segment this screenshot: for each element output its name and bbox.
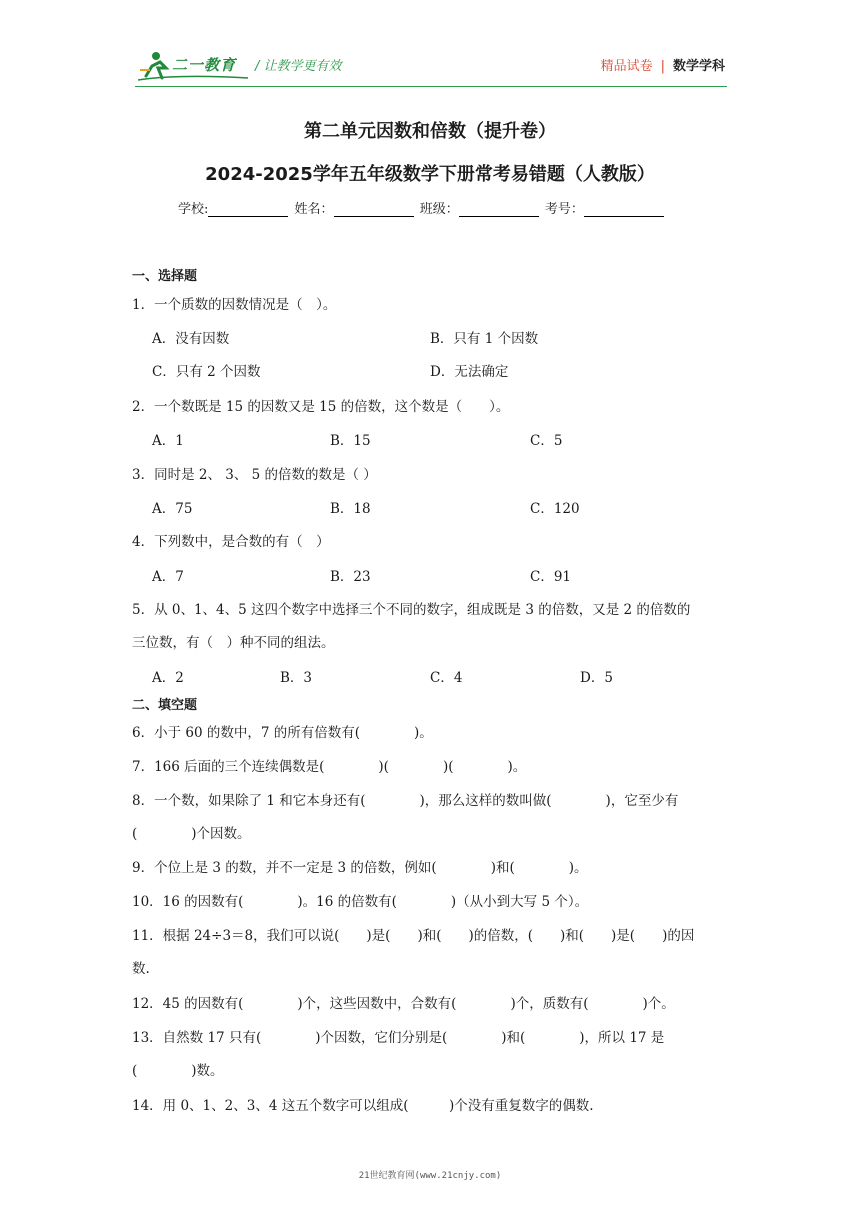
question-9: 9．个位上是 3 的数，并不一定是 3 的倍数，例如( )和( )。 [132,860,588,876]
section-heading-choice: 一、选择题 [132,269,198,284]
q1-option-a: A．没有因数 [152,331,230,347]
question-12: 12．45 的因数有( )个，这些因数中，合数有( )个，质数有( )个。 [132,996,675,1012]
title-line-1: 第二单元因数和倍数（提升卷） [304,121,556,142]
q4-option-a: A．7 [152,569,184,585]
q1-option-c: C．只有 2 个因数 [152,364,261,380]
q5-option-b: B．3 [280,670,313,686]
page-header [0,0,860,100]
question-7: 7．166 后面的三个连续偶数是( )( )( )。 [132,759,527,775]
question-5-line-2: 三位数，有（ ）种不同的组法。 [132,635,335,651]
header-right [601,55,725,74]
question-14: 14．用 0、1、2、3、4 这五个数字可以组成( )个没有重复数字的偶数. [132,1098,594,1114]
q2-option-b: B．15 [330,433,371,449]
question-3: 3．同时是 2、 3、 5 的倍数的数是（ ） [132,467,377,483]
header-subject: 数学学科 [672,59,725,74]
q1-option-b: B．只有 1 个因数 [430,331,539,347]
q2-option-c: C．5 [530,433,563,449]
question-1: 1．一个质数的因数情况是（ ）。 [132,297,337,313]
header-slogan: / 让教学更有效 [255,59,342,74]
q3-option-c: C．120 [530,501,580,517]
question-4: 4．下列数中，是合数的有（ ） [132,534,330,550]
question-8-line-2: ( )个因数。 [132,826,251,842]
q5-option-d: D．5 [580,670,613,686]
q5-option-c: C．4 [430,670,463,686]
title-line-2: 2024-2025学年五年级数学下册常考易错题（人教版） [205,164,655,185]
question-8-line-1: 8．一个数，如果除了 1 和它本身还有( )，那么这样的数叫做( )，它至少有 [132,793,679,809]
class-label: 班级： [419,202,459,217]
header-label: 精品试卷 [600,59,653,74]
question-6: 6．小于 60 的数中，7 的所有倍数有( )。 [132,725,433,741]
q4-option-b: B．23 [330,569,371,585]
school-label: 学校: [178,202,209,217]
number-blank[interactable] [584,202,664,217]
q1-option-d: D．无法确定 [430,364,509,380]
school-blank[interactable] [208,202,288,217]
question-13-line-1: 13．自然数 17 只有( )个因数，它们分别是( )和( )，所以 17 是 [132,1030,665,1046]
section-heading-fill: 二、填空题 [132,698,198,713]
logo-text: 二一教育 [172,56,237,74]
q5-option-a: A．2 [152,670,184,686]
q3-option-b: B．18 [330,501,371,517]
student-info-line [178,198,666,217]
class-blank[interactable] [459,202,539,217]
header-separator: | [660,59,665,74]
number-label: 考号： [544,202,584,217]
question-13-line-2: ( )数。 [132,1063,224,1079]
name-blank[interactable] [334,202,414,217]
question-2: 2．一个数既是 15 的因数又是 15 的倍数，这个数是（ ）。 [132,399,510,415]
page-footer: 21世纪教育网(www.21cnjy.com) [358,1171,502,1181]
q2-option-a: A．1 [152,433,184,449]
header-rule [135,86,727,87]
question-10: 10．16 的因数有( )。16 的倍数有( )（从小到大写 5 个）。 [132,894,589,910]
question-11-line-1: 11．根据 24÷3＝8，我们可以说( )是( )和( )的倍数，( )和( )是( )的因 [132,928,695,944]
name-label: 姓名： [294,202,334,217]
q4-option-c: C．91 [530,569,572,585]
question-11-line-2: 数. [132,961,150,977]
q3-option-a: A．75 [152,501,193,517]
question-5-line-1: 5．从 0、1、4、5 这四个数字中选择三个不同的数字，组成既是 3 的倍数，又是 2 的倍数的 [132,602,691,618]
